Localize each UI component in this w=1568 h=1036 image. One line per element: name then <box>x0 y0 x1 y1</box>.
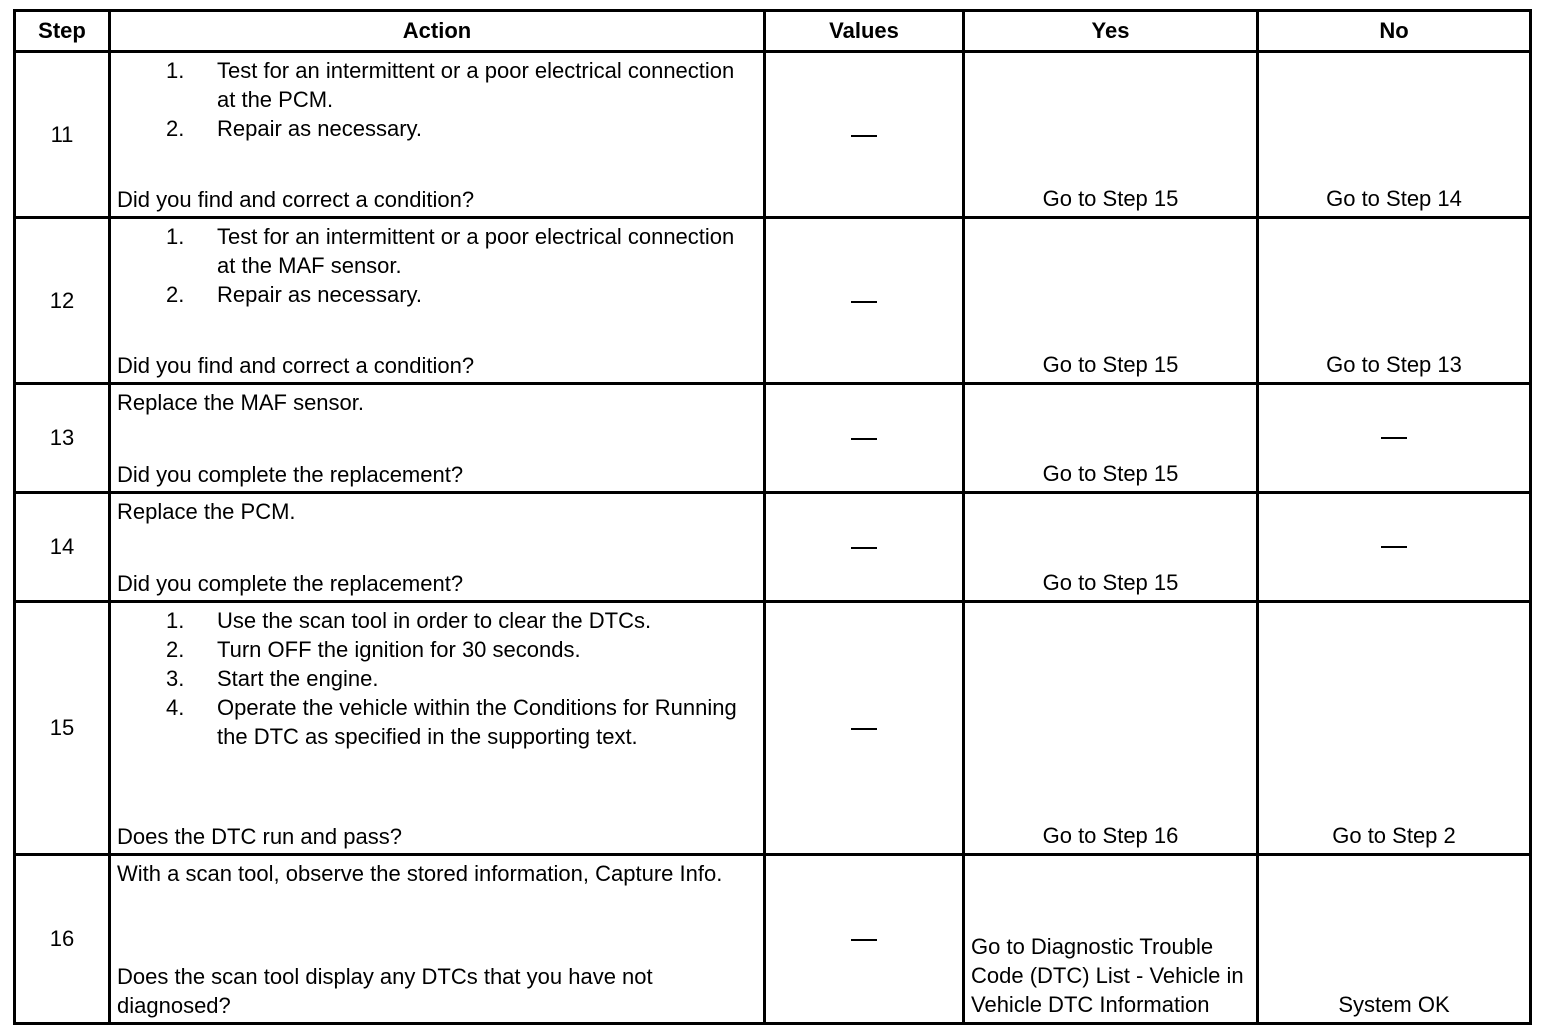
action-step <box>117 635 757 664</box>
header-no: No <box>1258 11 1531 52</box>
action-step-text: Test for an intermittent or a poor electrical connection at the PCM. <box>217 58 735 112</box>
header-values: Values <box>765 11 964 52</box>
action-step-text: Use the scan tool in order to clear the DTCs. <box>217 608 652 633</box>
action-steps-list <box>117 222 757 309</box>
header-action: Action <box>110 11 765 52</box>
yes-cell: Go to Diagnostic Trouble Code (DTC) List - Vehicle in Vehicle DTC Information <box>964 855 1258 1024</box>
action-step-text: Operate the vehicle within the Conditions for Running the DTC as specified in the supporting text. <box>217 695 737 749</box>
action-step-number: 1. <box>166 608 185 633</box>
yes-cell: Go to Step 15 <box>964 384 1258 493</box>
no-cell: Go to Step 13 <box>1258 218 1531 384</box>
action-step-number: 4. <box>166 695 185 720</box>
action-instructions <box>117 497 757 526</box>
action-intro: Replace the PCM. <box>117 499 296 524</box>
action-content <box>111 385 763 491</box>
table-row <box>15 384 1531 493</box>
action-question: Did you find and correct a condition? <box>117 187 475 212</box>
table-row <box>15 218 1531 384</box>
step-number: 12 <box>15 218 110 384</box>
header-yes: Yes <box>964 11 1258 52</box>
action-instructions <box>117 859 757 888</box>
yes-cell: Go to Step 15 <box>964 52 1258 218</box>
table-row <box>15 493 1531 602</box>
values-cell-dash <box>851 438 877 440</box>
action-step-text: Test for an intermittent or a poor electrical connection at the MAF sensor. <box>217 224 735 278</box>
action-question: Does the scan tool display any DTCs that you have not diagnosed? <box>117 964 653 1018</box>
yes-cell: Go to Step 16 <box>964 602 1258 855</box>
action-instructions <box>117 388 757 417</box>
action-content <box>111 53 763 216</box>
action-instructions <box>117 222 757 309</box>
no-cell: Go to Step 2 <box>1258 602 1531 855</box>
values-cell-dash <box>851 939 877 941</box>
values-cell <box>765 218 964 384</box>
values-cell <box>765 493 964 602</box>
values-cell-dash <box>851 135 877 137</box>
action-step <box>117 693 757 751</box>
action-step <box>117 664 757 693</box>
table-row <box>15 52 1531 218</box>
action-step <box>117 606 757 635</box>
action-instructions <box>117 56 757 143</box>
action-cell <box>110 493 765 602</box>
action-steps-list <box>117 56 757 143</box>
action-step <box>117 280 757 309</box>
yes-cell: Go to Step 15 <box>964 218 1258 384</box>
action-step-number: 2. <box>166 282 185 307</box>
action-cell <box>110 602 765 855</box>
diagnostic-table <box>13 9 1532 1025</box>
action-step-text: Turn OFF the ignition for 30 seconds. <box>217 637 581 662</box>
table-row <box>15 855 1531 1024</box>
table-body <box>15 52 1531 1024</box>
action-step-number: 1. <box>166 224 185 249</box>
no-cell: System OK <box>1258 855 1531 1024</box>
values-cell-dash <box>851 547 877 549</box>
action-content <box>111 494 763 600</box>
action-question: Did you complete the replacement? <box>117 462 464 487</box>
header-row <box>15 11 1531 52</box>
no-cell <box>1258 384 1531 493</box>
values-cell <box>765 384 964 493</box>
action-cell <box>110 384 765 493</box>
action-step-text: Repair as necessary. <box>217 282 423 307</box>
step-number: 15 <box>15 602 110 855</box>
action-cell <box>110 52 765 218</box>
values-cell <box>765 855 964 1024</box>
step-number: 13 <box>15 384 110 493</box>
action-intro: With a scan tool, observe the stored information, Capture Info. <box>117 861 723 886</box>
action-content <box>111 856 763 1022</box>
values-cell-dash <box>851 728 877 730</box>
action-question: Does the DTC run and pass? <box>117 824 402 849</box>
no-cell-dash <box>1381 437 1407 439</box>
action-step <box>117 114 757 143</box>
values-cell <box>765 52 964 218</box>
values-cell <box>765 602 964 855</box>
action-intro: Replace the MAF sensor. <box>117 390 365 415</box>
action-step <box>117 56 757 114</box>
action-step-number: 1. <box>166 58 185 83</box>
action-question: Did you complete the replacement? <box>117 571 464 596</box>
yes-cell: Go to Step 15 <box>964 493 1258 602</box>
action-instructions <box>117 606 757 751</box>
action-content <box>111 219 763 382</box>
action-question: Did you find and correct a condition? <box>117 353 475 378</box>
header-step: Step <box>15 11 110 52</box>
values-cell-dash <box>851 301 877 303</box>
no-cell: Go to Step 14 <box>1258 52 1531 218</box>
action-cell <box>110 218 765 384</box>
no-cell <box>1258 493 1531 602</box>
no-cell-dash <box>1381 546 1407 548</box>
action-step-number: 2. <box>166 116 185 141</box>
step-number: 16 <box>15 855 110 1024</box>
action-step-number: 3. <box>166 666 185 691</box>
action-cell <box>110 855 765 1024</box>
action-step-text: Repair as necessary. <box>217 116 423 141</box>
action-step <box>117 222 757 280</box>
action-step-text: Start the engine. <box>217 666 379 691</box>
action-steps-list <box>117 606 757 751</box>
step-number: 14 <box>15 493 110 602</box>
step-number: 11 <box>15 52 110 218</box>
action-step-number: 2. <box>166 637 185 662</box>
action-content <box>111 603 763 853</box>
table-row <box>15 602 1531 855</box>
